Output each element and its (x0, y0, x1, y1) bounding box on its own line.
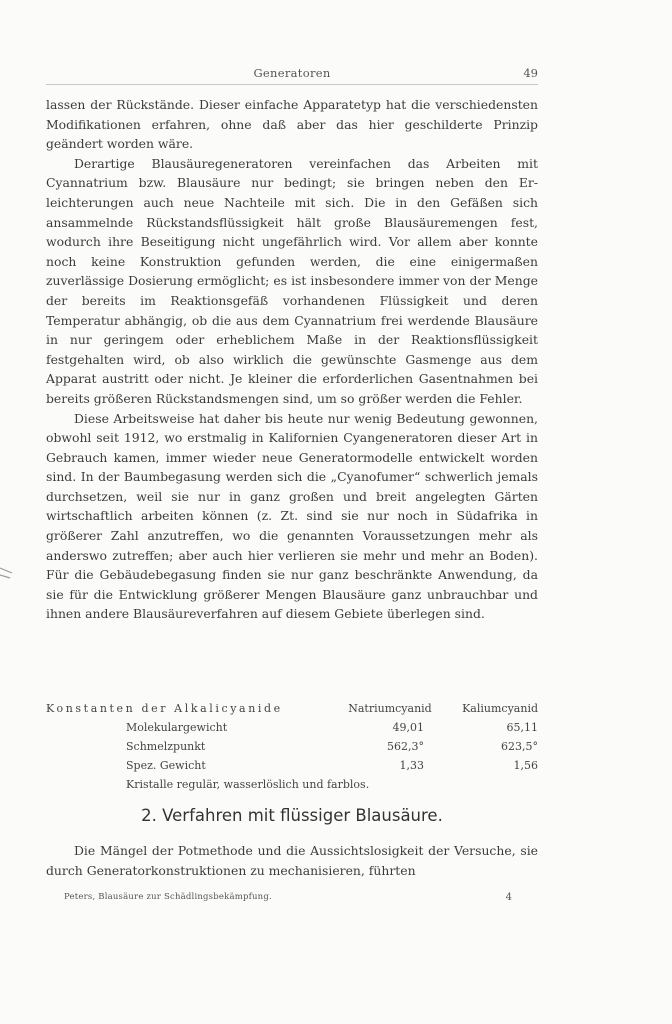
signature-line: Peters, Blausäure zur Schädlingsbekämpfung. (64, 892, 272, 902)
potassium-cyanide-value: 623,5° (501, 740, 538, 753)
paragraph: Die Mängel der Potmethode und die Aussichtslosigkeit der Versuche, sie durch Generatorkonstruktionen zu mechanisieren, führten (46, 843, 538, 878)
constants-table (46, 699, 538, 794)
sodium-cyanide-value: 562,3° (387, 740, 424, 753)
table-row (46, 718, 538, 737)
paragraph: Diese Arbeitsweise hat daher bis heute nur wenig Bedeutung gewonnen, obwohl seit 1912, wo erstmalig in Kalifornien Cyangeneratoren dieser Art in Gebrauch kamen, immer wieder neue Generatormodelle entwickelt worden sind. In der Baumbegasung werden sich die „Cyanofumer“ schwerlich jemals durchsetzen, weil sie nur in ganz großen und breit angelegten Gärten wirtschaftlich arbeiten können (z. Zt. sind sie nur noch in Südafrika in größerer Zahl anzutreffen, wo die genannten Voraussetzungen mehr als anderswo zutreffen; aber auch hier verlieren sie mehr und mehr an Boden). Für die Gebäudebegasung finden sie nur ganz beschränkte Anwendung, da sie für die Entwicklung größerer Mengen Blausäure ganz unbrauchbar und ihnen andere Blausäureverfahren auf diesem Gebiete überlegen sind. (46, 410, 538, 622)
paragraph: Derartige Blausäuregeneratoren vereinfachen das Arbeiten mit Cyannatrium bzw. Blausäure nur bedingt; sie bringen neben den Erleichterungen auch neue Nachteile mit sich. Die in den Gefäßen sich ansammelnde Rückstandsflüssigkeit hält große Blausäuremengen fest, wodurch ihre Beseitigung nicht ungefährlich wird. Vor allem aber konnte noch keine Konstruktion gefunden werden, die eine einigermaßen zuverlässige Dosierung ermöglicht; es ist insbesondere immer von der Menge der bereits im Reaktionsgefäß vorhandenen Flüssigkeit und deren Temperatur abhängig, ob die aus dem Cyannatrium frei werdende Blausäure in nur geringem oder erheblichem Maße in der Reaktionsflüssigkeit festgehalten wird, ob also wirklich die gewünschte Gasmenge aus dem Apparat austritt oder nicht. Je kleiner die erforderlichen Gasentnahmen bei bereits größeren Rückstandsmengen sind, um so größer werden die Fehler. (46, 155, 538, 406)
page-footer (64, 892, 512, 906)
column-header-potassium-cyanide: Kaliumcyanid (462, 702, 538, 715)
running-head-title: Generatoren (253, 66, 331, 80)
potassium-cyanide-value: 1,56 (513, 759, 538, 772)
sodium-cyanide-value: 1,33 (399, 759, 424, 772)
constants-header-row (46, 699, 538, 718)
sheet-number: 4 (505, 892, 512, 903)
paragraph-continuation: lassen der Rückstände. Dieser einfache Apparatetyp hat die verschiedensten Modifikationen erfahren, ohne daß aber das hier geschilderte Prinzip geändert worden wäre. (46, 97, 538, 152)
table-row (46, 737, 538, 756)
potassium-cyanide-value: 65,11 (506, 721, 538, 734)
property-label: Molekulargewicht (126, 721, 228, 734)
page-number: 49 (523, 66, 538, 80)
section-heading: 2. Verfahren mit flüssiger Blausäure. (141, 806, 443, 825)
sodium-cyanide-value: 49,01 (392, 721, 424, 734)
property-label: Spez. Gewicht (126, 759, 206, 772)
running-head (46, 64, 538, 84)
table-row (46, 756, 538, 775)
section-text (46, 841, 538, 880)
table-note-row (46, 775, 538, 794)
column-header-sodium-cyanide: Natriumcyanid (348, 702, 432, 715)
table-note: Kristalle regulär, wasserlöslich und farblos. (126, 778, 370, 791)
body-text (46, 95, 538, 624)
property-label: Schmelzpunkt (126, 740, 206, 753)
header-rule (46, 84, 538, 85)
constants-label: Konstanten der Alkalicyanide (46, 702, 283, 715)
margin-scan-mark (0, 562, 14, 582)
